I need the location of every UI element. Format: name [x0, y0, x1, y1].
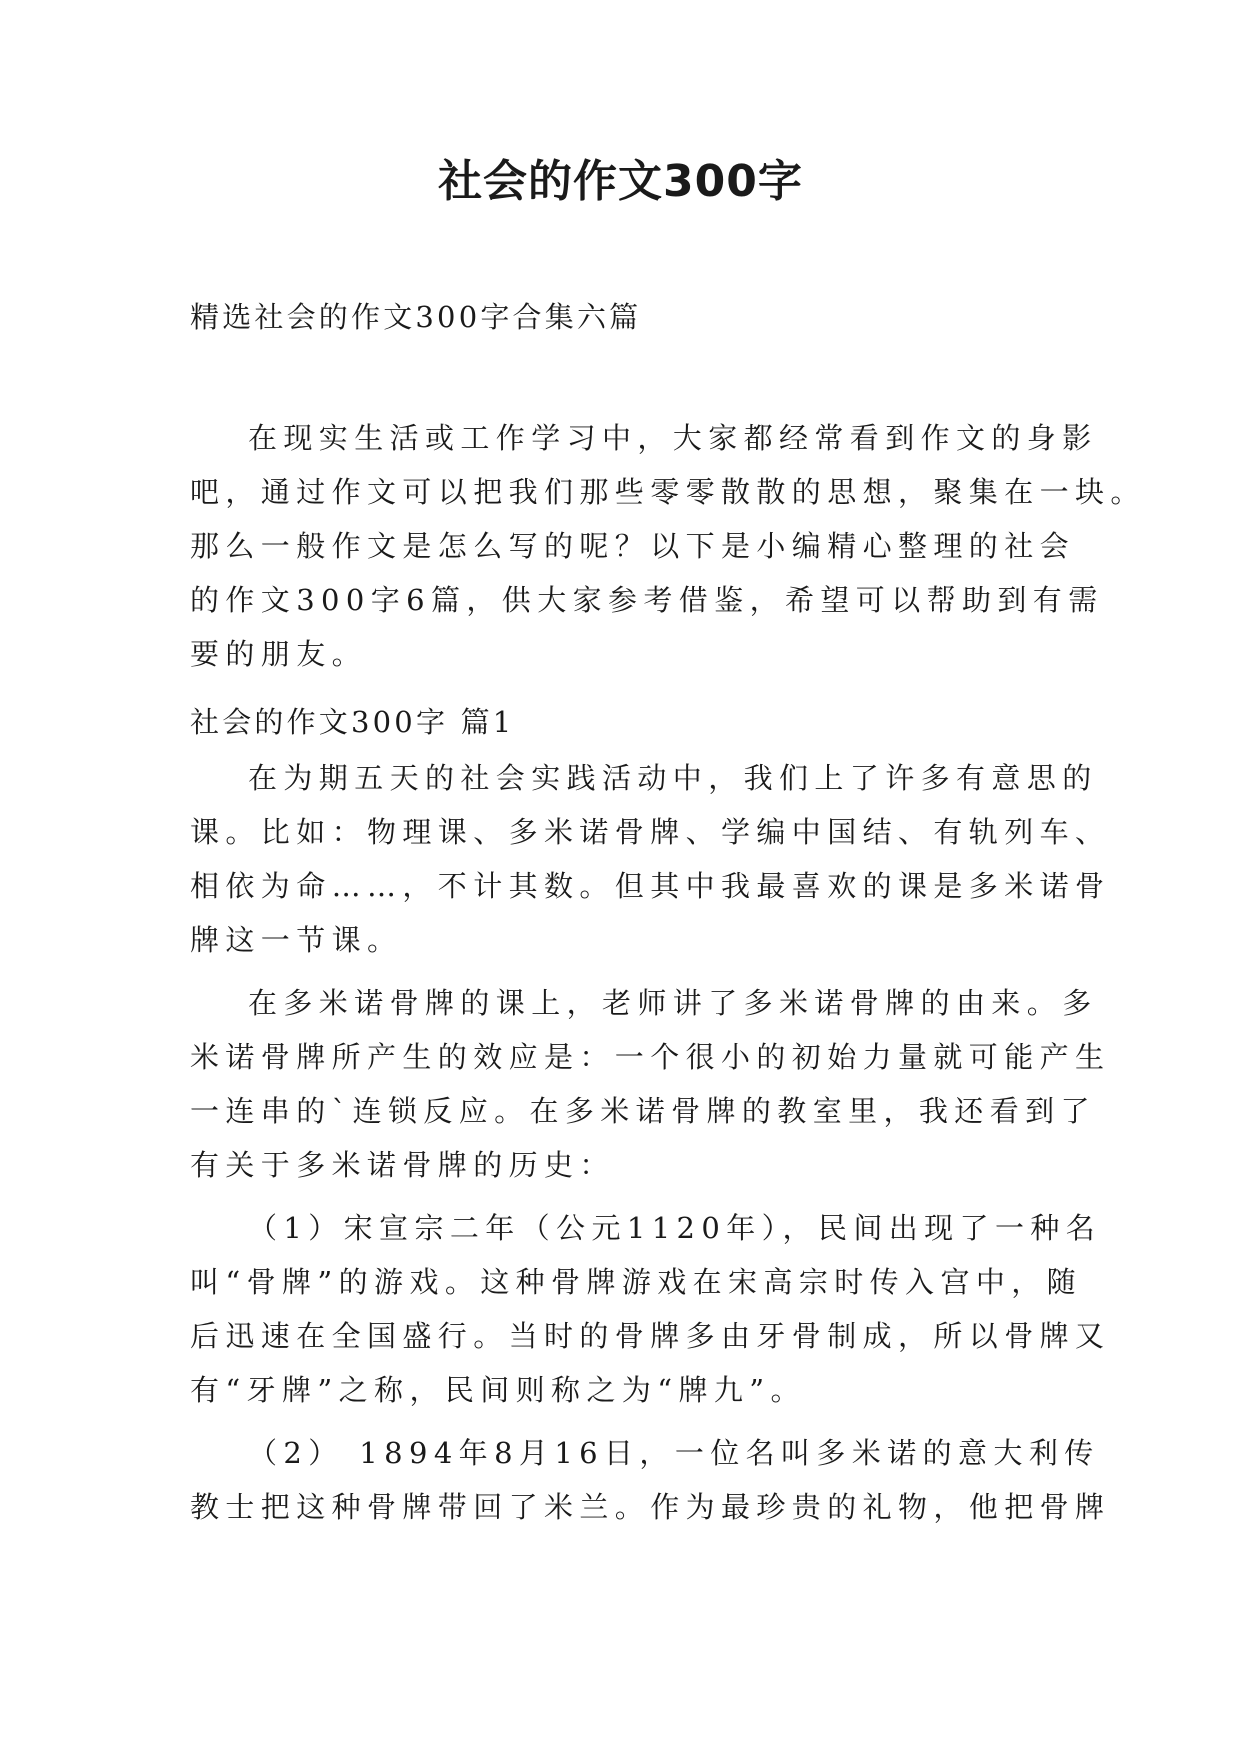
paragraph-line: 后迅速在全国盛行。当时的骨牌多由牙骨制成，所以骨牌又: [190, 1319, 1111, 1353]
paragraph-line: 课。比如：物理课、多米诺骨牌、学编中国结、有轨列车、: [190, 815, 1111, 849]
paragraph-line: 相依为命……，不计其数。但其中我最喜欢的课是多米诺骨: [190, 869, 1111, 903]
paragraph-line: 米诺骨牌所产生的效应是：一个很小的初始力量就可能产生: [190, 1040, 1111, 1074]
paragraph-line: 有“牙牌”之称，民间则称之为“牌九”。: [190, 1373, 806, 1407]
intro-line: 那么一般作文是怎么写的呢？以下是小编精心整理的社会: [190, 529, 1076, 563]
paragraph-line: 在为期五天的社会实践活动中，我们上了许多有意思的: [248, 761, 1098, 795]
intro-line: 吧，通过作文可以把我们那些零零散散的思想，聚集在一块。: [190, 475, 1146, 509]
paragraph-line: 教士把这种骨牌带回了米兰。作为最珍贵的礼物，他把骨牌: [190, 1490, 1111, 1524]
paragraph-line: 叫“骨牌”的游戏。这种骨牌游戏在宋高宗时传入宫中，随: [190, 1265, 1083, 1299]
document-title: 社会的作文300字: [438, 156, 803, 207]
paragraph-line: 牌这一节课。: [190, 923, 403, 957]
paragraph-line: 在多米诺骨牌的课上，老师讲了多米诺骨牌的由来。多: [248, 986, 1098, 1020]
document-subtitle: 精选社会的作文300字合集六篇: [190, 300, 642, 334]
paragraph-line: 有关于多米诺骨牌的历史：: [190, 1148, 615, 1182]
intro-line: 要的朋友。: [190, 637, 368, 671]
paragraph-line: （1）宋宣宗二年（公元1120年），民间出现了一种名: [248, 1211, 1102, 1245]
paragraph-line: （2） 1894年8月16日，一位名叫多米诺的意大利传: [248, 1436, 1100, 1470]
paragraph-line: 一连串的`连锁反应。在多米诺骨牌的教室里，我还看到了: [190, 1094, 1096, 1128]
intro-line: 在现实生活或工作学习中，大家都经常看到作文的身影: [248, 421, 1098, 455]
section-heading: 社会的作文300字 篇1: [190, 705, 515, 739]
intro-line: 的作文300字6篇，供大家参考借鉴，希望可以帮助到有需: [190, 583, 1104, 617]
